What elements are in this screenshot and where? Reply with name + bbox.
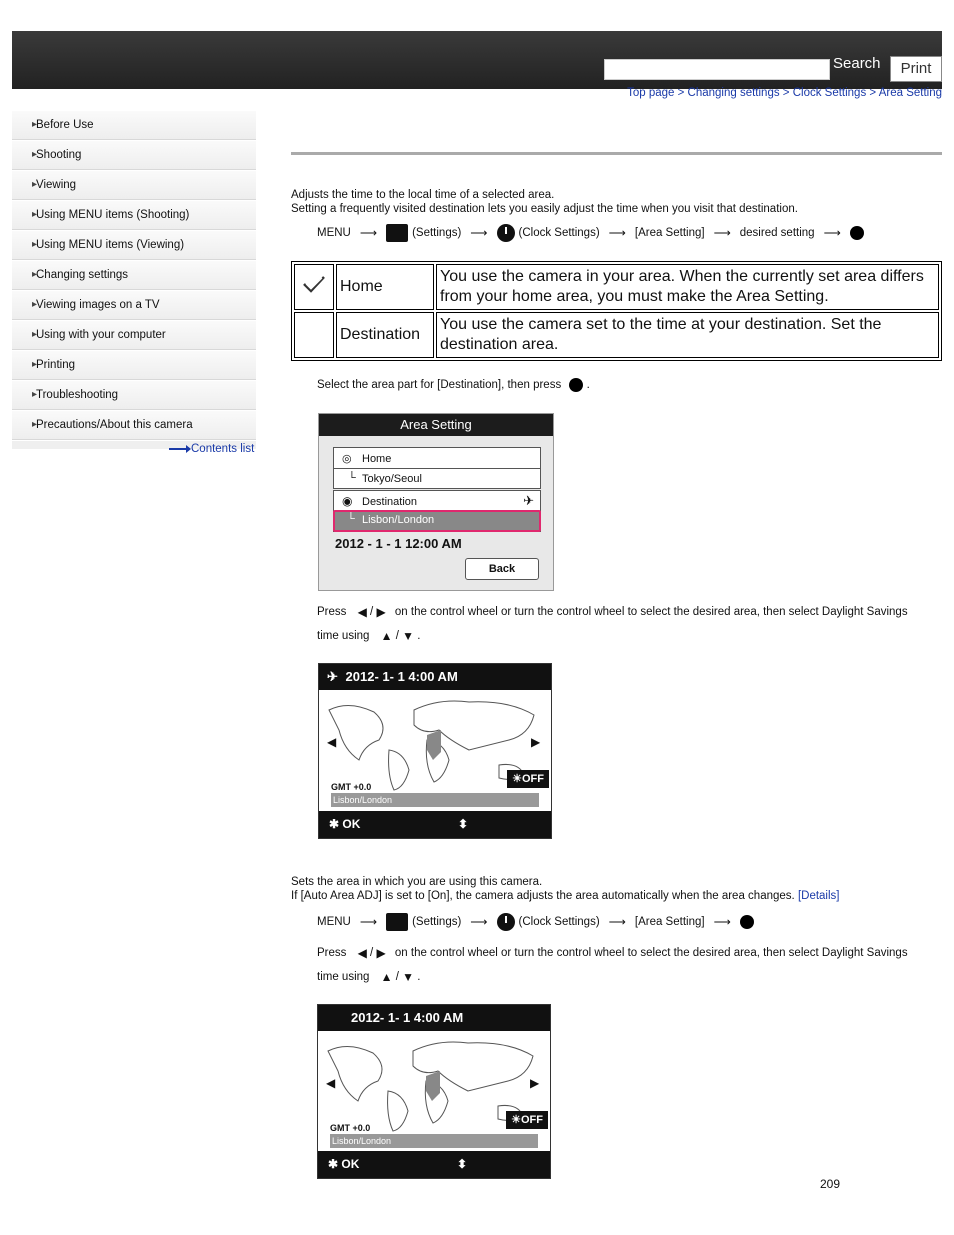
search-button[interactable]: Search — [833, 55, 881, 72]
destination-city: Lisbon/London — [362, 514, 435, 526]
time-using-label: time using — [317, 630, 370, 643]
tree-branch-icon: └ — [347, 513, 355, 525]
ok-button-icon: ✱ — [329, 817, 340, 831]
options-table — [291, 261, 942, 361]
down-arrow-icon: ▼ — [402, 970, 415, 984]
step-2-line-2 — [317, 629, 420, 643]
ok-label: OK — [341, 1157, 360, 1171]
left-arrow-icon: ◀ — [357, 605, 367, 619]
intro-line-1: Adjusts the time to the local time of a selected area. — [291, 189, 555, 201]
home-option[interactable] — [333, 447, 541, 489]
breadcrumb-changing-settings[interactable]: Changing settings — [687, 87, 780, 99]
clock-settings-label: (Clock Settings) — [518, 227, 600, 239]
settings-label: (Settings) — [412, 916, 462, 928]
map-datetime: 2012- 1- 1 4:00 AM — [351, 1010, 464, 1025]
sidebar-item-shooting[interactable]: ▸ Shooting — [12, 141, 256, 170]
option-description: You use the camera in your area. When the currently set area differs from your home area, you must make the Area Setting. — [436, 264, 939, 310]
sidebar-item-menu-viewing[interactable]: ▸ Using MENU items (Viewing) — [12, 231, 256, 260]
step-1-text — [317, 378, 590, 392]
sun-icon: ☀ — [511, 1114, 521, 1126]
table-row — [294, 264, 939, 310]
arrow-right-icon: ⟶ — [470, 915, 488, 929]
slash: / — [370, 606, 374, 619]
arrow-right-icon: ⟶ — [823, 226, 841, 240]
breadcrumb-sep: > — [674, 87, 688, 99]
sidebar-item-precautions[interactable]: ▸ Precautions/About this camera — [12, 411, 256, 440]
contents-list-link[interactable] — [169, 443, 254, 455]
up-arrow-icon: ▲ — [380, 629, 393, 643]
map-footer — [318, 1151, 550, 1178]
breadcrumb-top-page[interactable]: Top page — [627, 87, 675, 99]
radio-off-icon: ◎ — [342, 453, 352, 465]
option-name: Home — [336, 264, 434, 310]
down-arrow-icon: ▼ — [402, 629, 415, 643]
clock-icon — [497, 913, 515, 931]
ok-button-icon: ✱ — [328, 1157, 339, 1171]
map-screen-destination — [318, 663, 552, 839]
tree-branch-icon: └ — [348, 472, 356, 484]
map-datetime: 2012- 1- 1 4:00 AM — [345, 669, 458, 684]
print-button[interactable]: Print — [890, 56, 942, 82]
menu-path-2 — [317, 913, 754, 931]
option-name: Destination — [336, 312, 434, 358]
city-bar: Lisbon/London — [331, 793, 539, 807]
ok-label: OK — [342, 817, 361, 831]
sidebar-item-menu-shooting[interactable]: ▸ Using MENU items (Shooting) — [12, 201, 256, 230]
breadcrumb-sep: > — [866, 87, 879, 99]
sidebar-item-before-use[interactable]: ▸ Before Use — [12, 111, 256, 140]
sun-icon: ☀ — [512, 773, 522, 785]
arrow-right-icon: ⟶ — [359, 915, 378, 929]
step-3-line-1 — [317, 946, 908, 960]
settings-toolbox-icon — [386, 224, 408, 242]
divider — [334, 468, 540, 469]
arrow-right-icon: ⟶ — [470, 226, 488, 240]
arrow-right-icon: ⟶ — [608, 915, 626, 929]
dst-off-badge — [506, 1111, 548, 1129]
press-label: Press — [317, 606, 347, 619]
arrow-right-icon: ⟶ — [608, 226, 626, 240]
sidebar-item-changing-settings[interactable]: ▸ Changing settings — [12, 261, 256, 290]
svg-text:▶: ▶ — [530, 1076, 540, 1090]
dst-off-label: OFF — [520, 1114, 543, 1126]
destination-option[interactable] — [333, 490, 541, 532]
checkmark-cell — [294, 264, 334, 310]
slash: / — [395, 630, 399, 643]
clock-icon — [497, 224, 515, 242]
dst-off-badge — [507, 770, 549, 788]
arrow-right-icon — [169, 448, 189, 450]
breadcrumb-clock-settings[interactable]: Clock Settings — [792, 87, 867, 99]
screen-title: Area Setting — [319, 414, 553, 436]
slash: / — [395, 971, 399, 984]
menu-label: MENU — [317, 916, 351, 928]
sidebar-item-viewing-tv[interactable]: ▸ Viewing images on a TV — [12, 291, 256, 320]
arrow-right-icon: ⟶ — [359, 226, 378, 240]
time-using-label: time using — [317, 971, 370, 984]
dst-off-label: OFF — [521, 773, 544, 785]
up-arrow-icon: ▲ — [380, 970, 393, 984]
arrow-right-icon: ⟶ — [713, 915, 731, 929]
checkmark-icon — [302, 274, 326, 294]
area-setting-screen — [318, 413, 554, 591]
traveler-icon: ✈ — [327, 669, 338, 684]
step-2-end: . — [417, 630, 421, 643]
arrow-right-icon: ⟶ — [713, 226, 731, 240]
desired-setting-label: desired setting — [739, 227, 815, 239]
map-screen-home — [317, 1004, 551, 1179]
clock-settings-label: (Clock Settings) — [518, 916, 600, 928]
home-label: Home — [362, 453, 392, 465]
area-setting-label: [Area Setting] — [634, 227, 705, 239]
sidebar-item-troubleshooting[interactable]: ▸ Troubleshooting — [12, 381, 256, 410]
details-link[interactable]: [Details] — [797, 890, 840, 902]
right-arrow-icon: ▶ — [376, 946, 386, 960]
radio-on-icon: ◉ — [342, 494, 353, 508]
section-2-line-2 — [291, 890, 839, 902]
map-footer — [319, 811, 551, 838]
area-setting-label: [Area Setting] — [634, 916, 705, 928]
menu-label: MENU — [317, 227, 351, 239]
page-number: 209 — [820, 1177, 841, 1191]
title-divider — [291, 152, 942, 155]
step-2-rest: on the control wheel or turn the control wheel to select the desired area, then select Daylight Savings — [394, 606, 908, 619]
intro-line-2: Setting a frequently visited destination lets you easily adjust the time when you visit that destination. — [291, 203, 798, 215]
sidebar-item-viewing[interactable]: ▸ Viewing — [12, 171, 256, 200]
center-button-icon — [569, 378, 583, 392]
step-3-rest: on the control wheel or turn the control wheel to select the desired area, then select Daylight Savings — [394, 947, 908, 960]
settings-toolbox-icon — [386, 913, 408, 931]
datetime-display: 2012 - 1 - 1 12:00 AM — [335, 536, 462, 551]
home-city: Tokyo/Seoul — [362, 473, 422, 485]
breadcrumb-area-setting[interactable]: Area Setting — [878, 87, 942, 99]
step-3-end: . — [417, 971, 421, 984]
sidebar-item-printing[interactable]: ▸ Printing — [12, 351, 256, 380]
gmt-offset: GMT +0.0 — [331, 782, 372, 792]
table-row — [294, 312, 939, 358]
step-2-line-1 — [317, 605, 908, 619]
left-arrow-icon: ◀ — [357, 946, 367, 960]
city-bar: Lisbon/London — [330, 1134, 538, 1148]
svg-text:▶: ▶ — [531, 735, 541, 749]
menu-path-1 — [317, 224, 864, 242]
contents-list-label: Contents list — [191, 443, 255, 455]
breadcrumb-sep: > — [779, 87, 793, 99]
section-2-line-1: Sets the area in which you are using this camera. — [291, 876, 543, 888]
section-2-text: If [Auto Area ADJ] is set to [On], the camera adjusts the area automatically when the area changes. — [291, 890, 795, 902]
step-1-end: . — [586, 379, 590, 392]
svg-text:◀: ◀ — [326, 1076, 336, 1090]
center-button-icon — [850, 226, 864, 240]
gmt-offset: GMT +0.0 — [330, 1123, 371, 1133]
map-header — [318, 1005, 550, 1031]
sidebar-item-computer[interactable]: ▸ Using with your computer — [12, 321, 256, 350]
destination-label: Destination — [362, 496, 418, 508]
settings-label: (Settings) — [412, 227, 462, 239]
breadcrumb — [627, 87, 942, 99]
sidebar — [12, 111, 256, 449]
slash: / — [370, 947, 374, 960]
center-button-icon — [740, 915, 754, 929]
selected-city-row[interactable] — [333, 510, 541, 532]
step-1-label: Select the area part for [Destination], then press — [317, 379, 562, 392]
map-header — [319, 664, 551, 690]
search-input[interactable] — [604, 59, 830, 80]
svg-text:◀: ◀ — [327, 735, 337, 749]
press-label: Press — [317, 947, 347, 960]
back-button[interactable]: Back — [465, 558, 539, 580]
step-3-line-2 — [317, 970, 420, 984]
up-down-arrows-icon: ⬍ — [458, 817, 469, 831]
right-arrow-icon: ▶ — [376, 605, 386, 619]
up-down-arrows-icon: ⬍ — [457, 1157, 468, 1171]
option-description: You use the camera set to the time at your destination. Set the destination area. — [436, 312, 939, 358]
traveler-icon: ✈ — [523, 493, 534, 508]
checkmark-cell — [294, 312, 334, 358]
